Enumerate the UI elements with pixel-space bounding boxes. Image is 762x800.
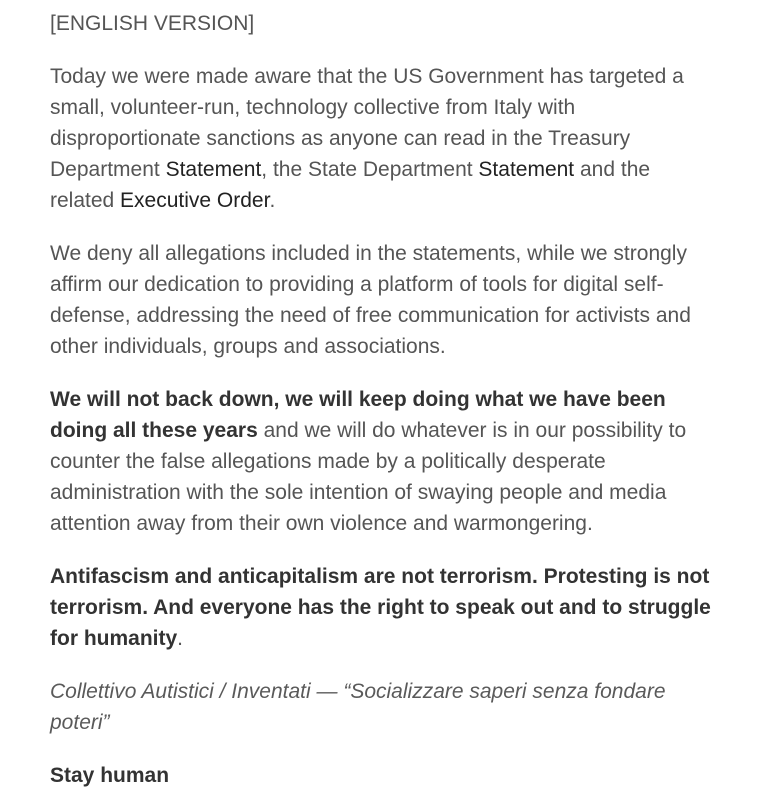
paragraph-resolve — [50, 384, 720, 539]
executive-order-link[interactable]: Executive Order — [120, 189, 270, 212]
paragraph-denial: We deny all allegations included in the statements, while we strongly affirm our dedication to providing a platform of tools for digital self-defense, addressing the need of free communication for activists and other individuals, groups and associations. — [50, 242, 691, 358]
paragraph-sanctions-text-4: . — [269, 189, 276, 212]
paragraph-sanctions-text-1: Today we were made aware that the US Government has targeted a small, volunteer-run, technology collective from Italy with disproportionate sanctions as anyone can read in the Treasury Department — [50, 65, 684, 181]
paragraph-resolve-bold: We will not back down, we will keep doing what we have been doing all these years — [50, 388, 666, 442]
paragraph-sanctions — [50, 61, 720, 216]
language-heading: [ENGLISH VERSION] — [50, 12, 255, 35]
paragraph-sanctions-text-2: , the State Department — [261, 158, 479, 181]
paragraph-sanctions-text-3: and the related — [50, 158, 651, 212]
state-department-statement-link[interactable]: Statement — [478, 158, 575, 181]
collective-signature: Collettivo Autistici / Inventati — “Socializzare saperi senza fondare poteri” — [50, 680, 666, 734]
paragraph-resolve-text: and we will do whatever is in our possibility to counter the false allegations made by a politically desperate administration with the sole intention of swaying people and media attention away from their own violence and warmongering. — [50, 419, 687, 535]
paragraph-antifascism-bold: Antifascism and anticapitalism are not terrorism. Protesting is not terrorism. And everyone has the right to speak out and to struggle for humanity — [50, 565, 711, 650]
paragraph-antifascism — [50, 561, 720, 654]
closing-line: Stay human — [50, 764, 170, 787]
paragraph-antifascism-text: . — [177, 627, 184, 650]
treasury-statement-link[interactable]: Statement — [165, 158, 262, 181]
statement-document — [50, 8, 720, 791]
